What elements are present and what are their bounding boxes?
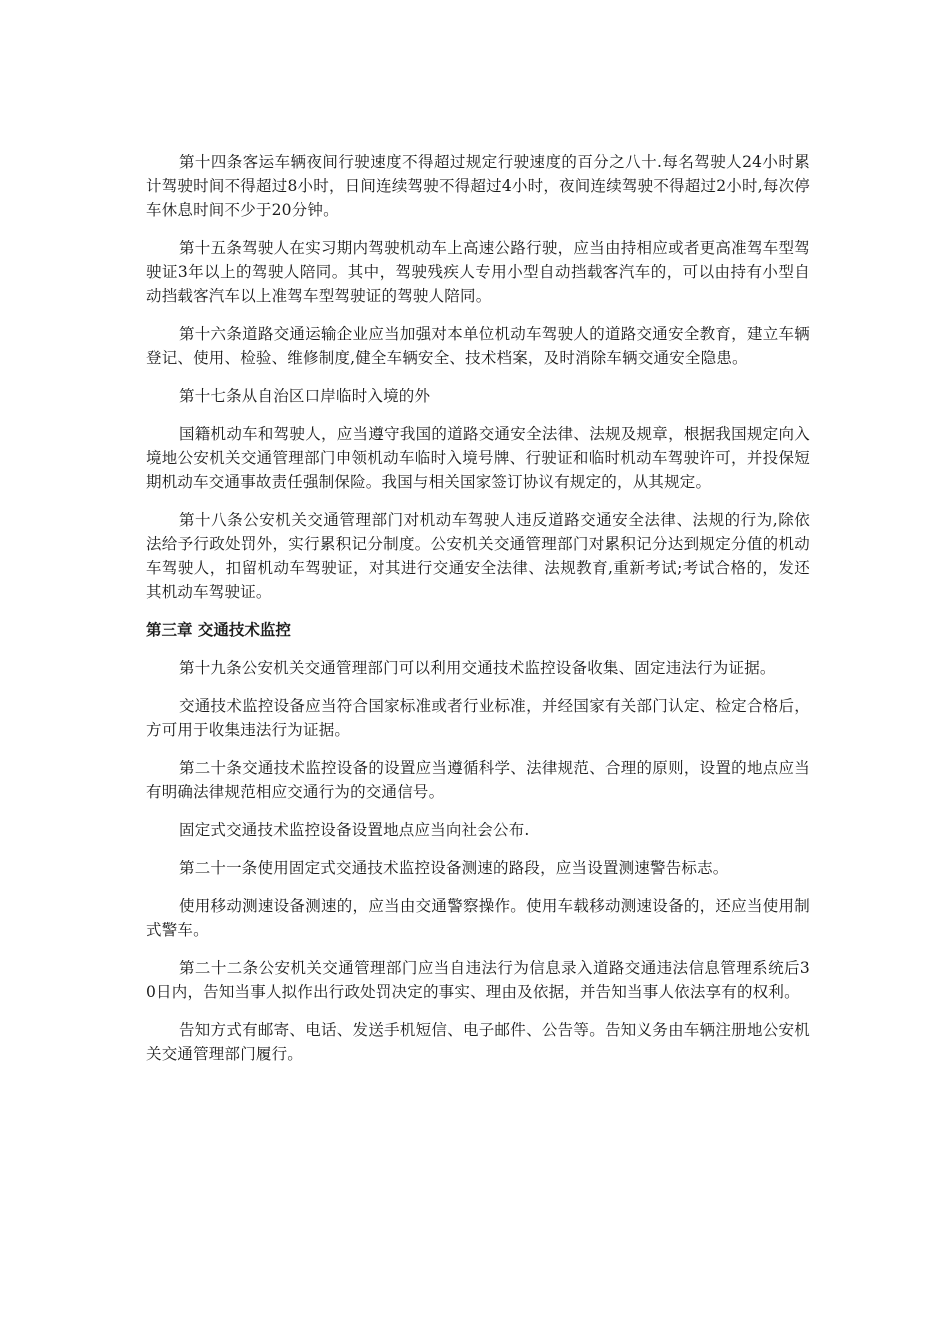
article-19-paragraph-2: 交通技术监控设备应当符合国家标准或者行业标准，并经国家有关部门认定、检定合格后，方可用于收集违法行为证据。: [146, 697, 810, 739]
chapter-heading: 第三章 交通技术监控: [146, 621, 291, 639]
document-page: [146, 150, 810, 1080]
article-14-paragraph: 第十四条客运车辆夜间行驶速度不得超过规定行驶速度的百分之八十.每名驾驶人24小时累计驾驶时间不得超过8小时，日间连续驾驶不得超过4小时，夜间连续驾驶不得超过2小时,每次停车休息时间不少于20分钟。: [146, 153, 810, 219]
article-17-paragraph-continued: 国籍机动车和驾驶人，应当遵守我国的道路交通安全法律、法规及规章，根据我国规定向入境地公安机关交通管理部门申领机动车临时入境号牌、行驶证和临时机动车驾驶许可，并投保短期机动车交通事故责任强制保险。我国与相关国家签订协议有规定的，从其规定。: [146, 425, 810, 491]
article-15-paragraph: 第十五条驾驶人在实习期内驾驶机动车上高速公路行驶，应当由持相应或者更高准驾车型驾驶证3年以上的驾驶人陪同。其中，驾驶残疾人专用小型自动挡载客汽车的，可以由持有小型自动挡载客汽车以上准驾车型驾驶证的驾驶人陪同。: [146, 239, 810, 305]
article-16-paragraph: 第十六条道路交通运输企业应当加强对本单位机动车驾驶人的道路交通安全教育，建立车辆登记、使用、检验、维修制度,健全车辆安全、技术档案，及时消除车辆交通安全隐患。: [146, 325, 810, 367]
article-20-paragraph: 第二十条交通技术监控设备的设置应当遵循科学、法律规范、合理的原则，设置的地点应当有明确法律规范相应交通行为的交通信号。: [146, 759, 810, 801]
article-19-paragraph: 第十九条公安机关交通管理部门可以利用交通技术监控设备收集、固定违法行为证据。: [179, 659, 776, 677]
article-21-paragraph: 第二十一条使用固定式交通技术监控设备测速的路段，应当设置测速警告标志。: [179, 859, 729, 877]
article-22-paragraph-2: 告知方式有邮寄、电话、发送手机短信、电子邮件、公告等。告知义务由车辆注册地公安机关交通管理部门履行。: [146, 1021, 810, 1063]
article-21-paragraph-2: 使用移动测速设备测速的，应当由交通警察操作。使用车载移动测速设备的，还应当使用制式警车。: [146, 897, 810, 939]
article-22-paragraph: 第二十二条公安机关交通管理部门应当自违法行为信息录入道路交通违法信息管理系统后30日内，告知当事人拟作出行政处罚决定的事实、理由及依据，并告知当事人依法享有的权利。: [146, 959, 810, 1001]
article-17-paragraph-start: 第十七条从自治区口岸临时入境的外: [179, 387, 431, 405]
article-20-paragraph-2: 固定式交通技术监控设备设置地点应当向社会公布.: [179, 821, 530, 839]
article-18-paragraph: 第十八条公安机关交通管理部门对机动车驾驶人违反道路交通安全法律、法规的行为,除依法给予行政处罚外，实行累积记分制度。公安机关交通管理部门对累积记分达到规定分值的机动车驾驶人，扣留机动车驾驶证，对其进行交通安全法律、法规教育,重新考试;考试合格的，发还其机动车驾驶证。: [146, 511, 810, 601]
